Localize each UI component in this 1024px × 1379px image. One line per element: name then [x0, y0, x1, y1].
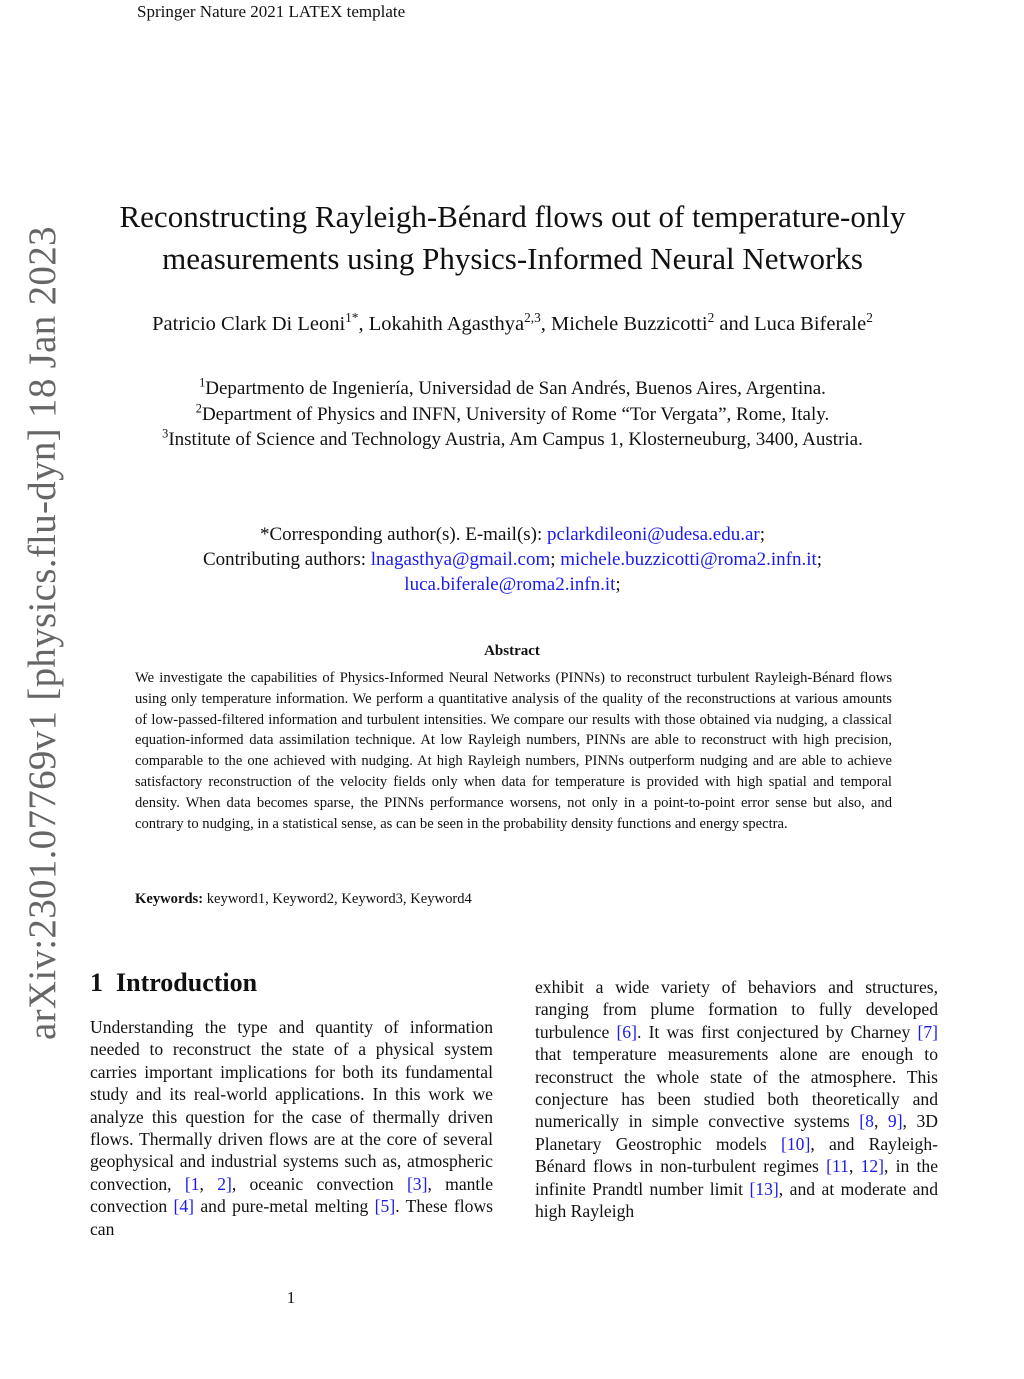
corresponding-prefix: *Corresponding author(s). E-mail(s): — [259, 524, 548, 545]
abstract-heading: Abstract — [484, 643, 540, 659]
affiliation-2-num: 2 — [195, 401, 202, 416]
citation-link[interactable]: 2] — [217, 1173, 232, 1194]
affiliation-3-num: 3 — [162, 426, 169, 441]
intro-text: , and Rayleigh-Bénard flows in non-turbulent regimes — [535, 1133, 939, 1177]
citation-link[interactable]: [6] — [616, 1021, 637, 1042]
intro-text: , oceanic convection — [231, 1173, 407, 1194]
arxiv-identifier: arXiv:2301.07769v1 [physics.flu-dyn] 18 Jan 2023 — [21, 226, 64, 1040]
email-link-buzzicotti[interactable]: michele.buzzicotti@roma2.infn.it — [560, 549, 817, 570]
author-2: , Lokahith Agasthya — [358, 313, 525, 335]
affiliation-3-text: Institute of Science and Technology Austria, Am Campus 1, Klosterneuburg, 3400, Austria. — [168, 429, 863, 450]
affiliation-1-num: 1 — [199, 375, 206, 390]
sep: ; — [816, 549, 823, 570]
affiliation-2 — [195, 401, 830, 425]
intro-text: . It was first conjectured by Charney — [636, 1021, 918, 1042]
affiliation-3 — [162, 426, 863, 450]
citation-link[interactable]: [7] — [917, 1021, 938, 1042]
intro-text: , mantle convection — [90, 1173, 494, 1217]
title-line-1: Reconstructing Rayleigh-Bénard flows out of temperature-only — [119, 199, 906, 234]
intro-text: . These flows can — [90, 1196, 494, 1239]
citation-link[interactable]: 12] — [860, 1156, 885, 1177]
paper-title — [90, 196, 935, 280]
intro-text: Understanding the type and quantity of information needed to reconstruct the state of a physical system carries important implications for both its fundamental study and its real-world applications. In this work we analyze this question for the case of thermally driven flows. Thermally driven flows are at the core of several geophysical and industrial systems such as, atmospheric convection, — [90, 1017, 493, 1194]
citation-link[interactable]: [4] — [173, 1196, 195, 1217]
affiliations — [115, 376, 910, 453]
intro-text: , 3D Planetary Geostrophic models — [535, 1111, 938, 1154]
correspondence — [120, 522, 905, 597]
author-4: and Luca Biferale — [714, 313, 867, 335]
email-link-agasthya[interactable]: lnagasthya@gmail.com — [370, 549, 551, 570]
affiliation-2-text: Department of Physics and INFN, University of Rome “Tor Vergata”, Rome, Italy. — [201, 403, 830, 425]
contrib-prefix: Contributing authors: — [202, 549, 371, 570]
affiliation-1-text: Departmento de Ingeniería, Universidad de San Andrés, Buenos Aires, Argentina. — [205, 378, 826, 399]
intro-text: and pure-metal melting — [194, 1196, 375, 1217]
keywords-label: Keywords: — [135, 891, 204, 907]
intro-text: , and at moderate and high Rayleigh — [535, 1178, 939, 1222]
citation-link[interactable]: [11 — [826, 1156, 849, 1177]
intro-text: that temperature measurements alone are enough to reconstruct the whole state of the atmosphere. This conjecture has been studied both theoretically and numerically in simple convective systems — [535, 1044, 938, 1132]
running-head: Springer Nature 2021 LATEX template — [137, 2, 406, 21]
section-title: Introduction — [116, 968, 258, 997]
author-1: Patricio Clark Di Leoni — [152, 313, 346, 335]
citation-link[interactable]: [10] — [781, 1133, 811, 1154]
author-1-sup: 1* — [345, 310, 359, 326]
sep: ; — [615, 574, 621, 595]
citation-link[interactable]: [3] — [406, 1173, 428, 1194]
citation-link[interactable]: 9] — [887, 1111, 903, 1132]
author-4-sup: 2 — [866, 310, 873, 326]
author-3-sup: 2 — [707, 310, 715, 326]
citation-link[interactable]: [1 — [184, 1173, 200, 1194]
author-2-sup: 2,3 — [524, 310, 541, 326]
keywords — [135, 891, 472, 908]
intro-text: exhibit a wide variety of behaviors and structures, ranging from plume formation to fully developed turbulence — [535, 977, 938, 1042]
sep: ; — [759, 524, 766, 545]
citation-link[interactable]: [13] — [749, 1178, 779, 1199]
title-line-2: measurements using Physics-Informed Neural Networks — [162, 241, 863, 276]
citation-link[interactable]: [5] — [374, 1196, 396, 1217]
email-link-corresponding[interactable]: pclarkdileoni@udesa.edu.ar — [547, 524, 760, 545]
intro-left-column: Understanding the type and quantity of information needed to reconstruct the state of a physical system carries important implications for both its fundamental study and its real-world applications. In this work we analyze this question for the case of thermally driven flows. Thermally driven flows are at the core of several geophysical and industrial systems such as, atmospheric convection, [1, 2], oceanic convection [3], mantle convection [4] and pure-metal melting [5]. These flows can — [90, 1017, 494, 1239]
author-3: , Michele Buzzicotti — [540, 313, 708, 335]
section-number: 1 — [90, 968, 103, 997]
email-link-biferale[interactable]: luca.biferale@roma2.infn.it — [404, 574, 616, 595]
sep: ; — [550, 549, 556, 570]
intro-right-column: exhibit a wide variety of behaviors and structures, ranging from plume formation to fully developed turbulence [6]. It was first conjectured by Charney [7] that temperature measurements alone are enough to reconstruct the whole state of the atmosphere. This conjecture has been studied both theoretically and numerically in simple convective systems [8, 9], 3D Planetary Geostrophic models [10], and Rayleigh-Bénard flows in non-turbulent regimes [11, 12], in the infinite Prandtl number limit [13], and at moderate and high Rayleigh — [535, 977, 939, 1222]
intro-text: , in the infinite Prandtl number limit — [535, 1156, 939, 1199]
section-heading — [90, 968, 257, 998]
citation-link[interactable]: [8 — [859, 1111, 874, 1132]
affiliation-1 — [199, 375, 826, 399]
page-number: 1 — [286, 1288, 296, 1307]
abstract-text: We investigate the capabilities of Physics-Informed Neural Networks (PINNs) to reconstruct turbulent Rayleigh-Bénard flows using only temperature information. We perform a quantitative analysis of the quality of the reconstructions at various amounts of low-passed-filtered information and turbulent intensities. We compare our results with those obtained via nudging, a classical equation-informed data assimilation technique. At low Rayleigh numbers, PINNs are able to reconstruct with high precision, comparable to the one achieved with nudging. At high Rayleigh numbers, PINNs outperform nudging and are able to achieve satisfactory reconstruction of the velocity fields only when data for temperature is provided with high spatial and temporal density. When data becomes sparse, the PINNs performance worsens, not only in a point-to-point error sense but also, and contrary to nudging, in a statistical sense, as can be seen in the probability density functions and energy spectra. — [135, 670, 892, 832]
keywords-values: keyword1, Keyword2, Keyword3, Keyword4 — [203, 891, 472, 907]
author-list — [120, 311, 905, 338]
